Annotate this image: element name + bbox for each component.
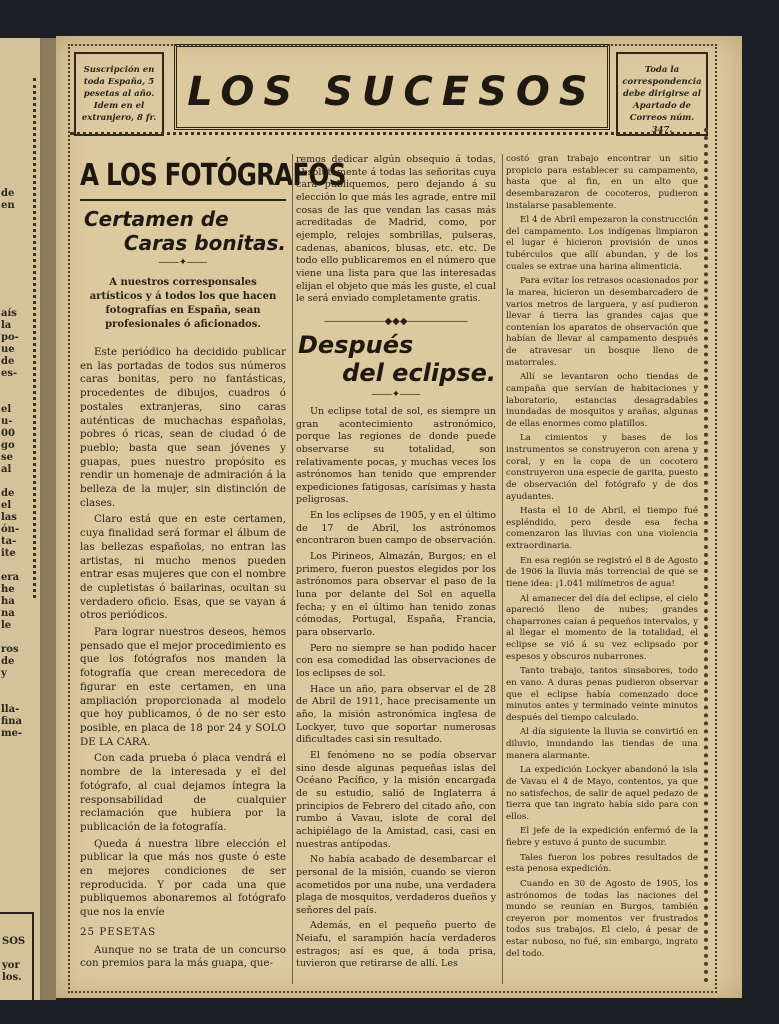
paragraph: Queda á nuestra libre elección el publicar la que más nos guste ó este en mejores condiciones de ser reproducida. Y por cada una que publiquemos abonaremos al fotógrafo que nos la envíe: [80, 837, 286, 919]
paragraph: Allí se levantaron ocho tiendas de campaña que servían de habitaciones y laboratorio, estancias desagradables inundadas de mosquitos y arañas, algunas de ellas enormes como platillos.: [506, 372, 698, 429]
prize-amount: 25 PESETAS: [80, 925, 157, 938]
paragraph: Cuando en 30 de Agosto de 1905, los astrónomos de todas las naciones del mundo se reunían en Burgos, también creyeron por momentos ver frustrados todos sus trabajos. El cielo, á pesar de estar nuboso, no fué, sin embargo, ingrato del todo.: [506, 878, 698, 959]
paragraph: Hasta el 10 de Abril, el tiempo fué espléndido, pero desde esa fecha comenzaron las lluvias con una violencia extraordinaria.: [506, 506, 698, 551]
ornament-divider: ――✦――: [371, 388, 421, 400]
column-rule: [502, 154, 503, 984]
paragraph: Con cada prueba ó placa vendrá el nombre de la interesada y el del fotógrafo, al cual dejamos íntegra la responsabilidad de cualquier reclamación que hubiera por la publicación de la fotografía.: [80, 752, 286, 833]
masthead: [174, 44, 610, 130]
subscription-note: Suscripción en toda España, 5 pesetas al año. Idem en el extranjero, 8 fr.: [81, 65, 157, 123]
paragraph: El fenómeno no se podía observar sino desde algunas pequeñas islas del Océano Pacífico, y la misión encargada de su estudio, salió de Inglaterra á principios de Febrero del citado año, con rumbo á Vavau, islote de coral del achipiélago de la Amistad, casi, casi en nuestras antípodas.: [296, 749, 496, 850]
subscription-box: [74, 52, 164, 136]
ornament-divider: ――✦――: [158, 257, 208, 268]
ornamental-border: [27, 78, 36, 598]
header-divider: [70, 132, 700, 135]
paragraph: El jefe de la expedición enfermó de la fiebre y estuvo á punto de sucumbir.: [506, 826, 698, 848]
headline-despues: Después: [298, 330, 414, 359]
headline-eclipse: del eclipse.: [342, 358, 496, 387]
subheadline-certamen: Certamen de: [84, 207, 229, 231]
paragraph: Pero no siempre se han podido hacer con esa comodidad las observaciones de los eclipses de sol.: [296, 642, 496, 679]
paragraph: Claro está que en este certamen, cuya finalidad será formar el álbum de las bellezas españolas, no entran las artistas, ni mucho menos pueden entrar esas mujeres que con el nombre de cupletistas ó bailarinas, ocultan su verdadero oficio. Esas, que se vayan á otros periódicos.: [80, 513, 286, 622]
ornamental-chain-border: [704, 128, 716, 983]
ornament-divider: ――――――◆◆◆――――――: [324, 315, 468, 327]
paragraph: Tales fueron los pobres resultados de esta penosa expedición.: [506, 852, 698, 875]
subheadline-caras: Caras bonitas.: [123, 231, 286, 255]
paragraph: Hace un año, para observar el de 28 de Abril de 1911, hace precisamente un año, la misión astronómica inglesa de Lockyer, tuvo que soportar numerosas dificultades casi sin resultado.: [296, 683, 496, 746]
headline-fotografos: A LOS FOTÓGRAFOS: [80, 158, 346, 193]
paragraph: La cimientos y bases de los instrumentos se construyeron con arena y coral, y en la copa de un cocotero construyeron una especie de garita, puesto de observación del fotógrafo y de dos ayudantes.: [506, 433, 698, 502]
paragraph: Los Pirineos, Almazán, Burgos; en el primero, fueron puestos elegidos por los astrónomos para observar el paso de la luna por delante del Sol en aquella fecha; y en el último han tenido zonas cómodas, Portugal, España, Francia, para observarlo.: [296, 551, 496, 639]
paragraph: Un eclipse total de sol, es siempre un gran acontecimiento astronómico, porque las regiones de donde puede observarse su totalidad, son relativamente pocas, y muchas veces los astrónomos han tenido que emprender expediciones fatigosas, carísimas y hasta peligrosas.: [296, 405, 496, 506]
paragraph: No había acabado de desembarcar el personal de la misión, cuando se vieron acometidos por una nube, una verdadera plaga de mosquitos, verdaderos dueños y señores del país.: [296, 854, 496, 916]
previous-page-edge: [0, 38, 42, 1000]
paragraph: Aunque no se trata de un concurso con premios para la más guapa, que-: [80, 943, 286, 970]
paragraph: El 4 de Abril empezaron la construcción del campamento. Los indígenas limpiaron el lugar é hicieron provisión de unos tubérculos que allí abundan, y de los cuales se extrae una harina alimenticia.: [506, 215, 698, 272]
column-rule: [292, 154, 293, 984]
correspondence-box: [616, 52, 708, 136]
paragraph: La expedición Lockyer abandonó la isla de Vavau el 4 de Mayo, contentos, ya que no satisfechos, de salir de aquel pedazo de tierra que tan ingrato había sido para con ellos.: [506, 765, 698, 822]
newspaper-title: LOS SUCESOS: [187, 69, 597, 115]
previous-page-box-text: SOS yor los.: [2, 936, 26, 983]
paragraph: En los eclipses de 1905, y en el último de 17 de Abril, los astrónomos encontraron buen campo de observación.: [296, 510, 496, 547]
newspaper-page: [56, 36, 742, 998]
paragraph: Tanto trabajo, tantos sinsabores, todo en vano. A duras penas pudieron observar que el eclipse había comenzado doce minutos antes y terminado veinte minutos después del tiempo calculado.: [506, 666, 698, 723]
book-gutter: [42, 38, 56, 1000]
previous-page-box: [0, 912, 34, 1000]
correspondence-note: Toda la correspondencia debe dirigirse al Apartado de Correos núm. 347.: [622, 65, 702, 135]
paragraph: En esa región se registró el 8 de Agosto de 1906 la lluvia más torrencial de que se tiene idea: ¡1.041 milímetros de agua!: [506, 555, 698, 589]
paragraph: Al amanecer del día del eclipse, el cielo apareció lleno de nubes; grandes chaparrones caían á pequeños intervalos, y al llegar el momento de la totalidad, el eclipse se vió á su vez eclipsado por espesos y obscuros nubarrones.: [506, 593, 698, 662]
paragraph: costó gran trabajo encontrar un sitio propicio para establecer su campamento, hasta que al fin, en un alto que desembarazaron de cocoteros, pudieron instalarse pasablemente.: [506, 154, 698, 211]
column-continuation: [506, 154, 698, 963]
paragraph: Además, en el pequeño puerto de Neiafu, el sarampión hacía verdaderos estragos; así es que, á toda prisa, tuvieron que retirarse de allí. Les: [296, 920, 496, 970]
column-fotografos: [80, 154, 346, 974]
paragraph: Este periódico ha decidido publicar en las portadas de todos sus números caras bonitas, pero no fantásticas, procedentes de dibujos, cuadros ó postales extranjeras, sino caras auténticas de muchachas españolas, pobres ó ricas, sean de ciudad ó de pueblo; basta que sean jóvenes y guapas, pues nuestro propósito es rendir un homenaje de admiración á la belleza de la mujer, sin distinción de clases.: [80, 346, 286, 509]
paragraph: remos dedicar algún obsequio á todas, absolutamente á todas las señoritas cuya cara publiquemos, pero dejando á su elección lo que más les agrade, entre mil cosas de las que vendan las casas más acreditadas de Madrid, como, por ejemplo, relojes sombrillas, pulseras, cadenas, abanicos, blusas, etc. etc. De todo ello publicaremos en el número que viene una lista para que las interesadas elijan el objeto que más les guste, el cual le será enviado completamente gratis.: [296, 154, 496, 305]
paragraph: Al día siguiente la lluvia se convirtió en diluvio, inundando las tiendas de una manera alarmante.: [506, 727, 698, 761]
paragraph: Para evitar los retrasos ocasionados por la marea, hicieron un desembarcadero de varios metros de larguera, y así pudieron llevar á tierra las grandes cajas que contenían los aparatos de observación que habían de llevar al campamento después de atravesar un bosque lleno de matorrales.: [506, 276, 698, 368]
paragraph: Para lograr nuestros deseos, hemos pensado que el mejor procedimiento es que los fotógrafos nos manden la fotografía que crean merecedora de figurar en este certamen, en una ampliación proporcionada al modelo que hoy publicamos, ó de no ser esto posible, en placa de 18 por 24 y SOLO DE LA CARA.: [80, 626, 286, 748]
lead-paragraph: A nuestros corresponsales artísticos y á todos los que hacen fotografías en España, sean profesionales ó aficionados.: [89, 277, 277, 330]
previous-page-text-fragments: de en aís la po- ue de es- el u- 00 go se al de el las ón- ta- ite era he ha na le ros de y lla- fina me-: [1, 188, 23, 739]
column-eclipse: [296, 154, 496, 974]
